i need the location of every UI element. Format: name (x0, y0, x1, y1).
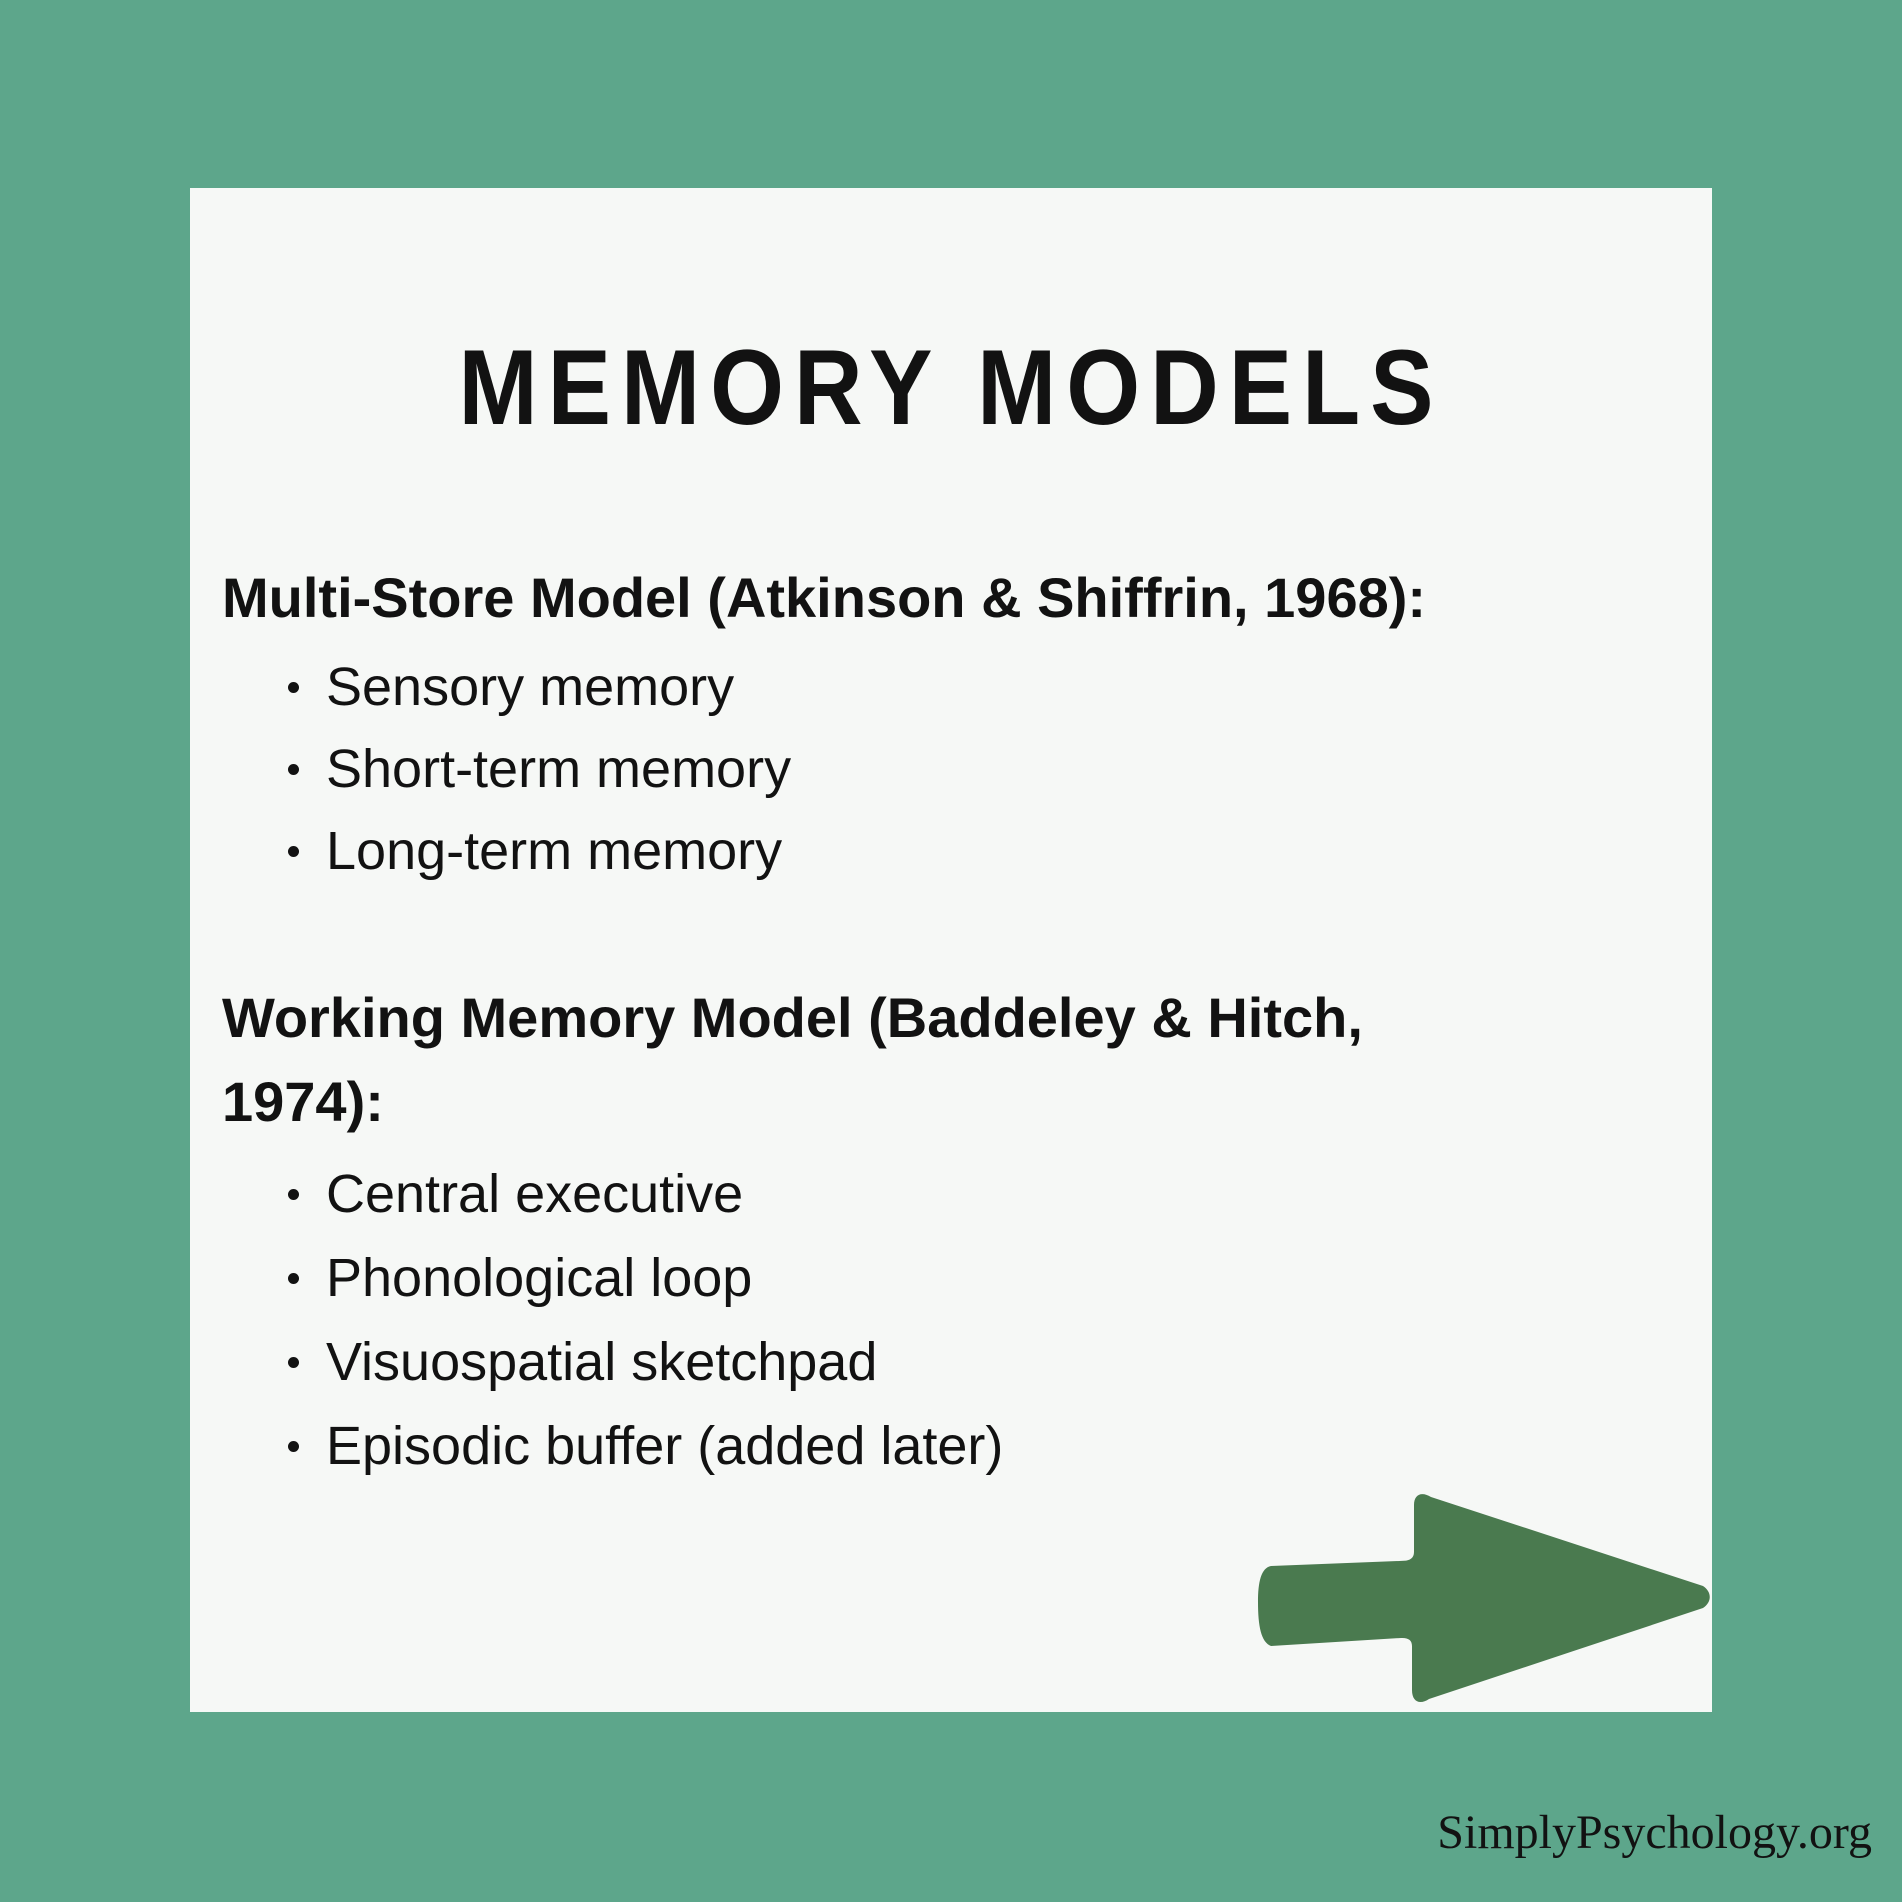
working-memory-heading (222, 976, 1672, 1144)
list-item (288, 728, 1672, 810)
list-item-text: Sensory memory (326, 657, 735, 717)
right-arrow-svg (1255, 1488, 1715, 1710)
section-multi-store-model (222, 556, 1672, 892)
list-item (288, 1152, 1672, 1236)
heading-line: Multi-Store Model (Atkinson & Shiffrin, 1968): (222, 566, 1427, 629)
list-item-text: Central executive (326, 1164, 744, 1224)
heading-line: Working Memory Model (Baddeley & Hitch, (222, 986, 1363, 1049)
list-item (288, 1236, 1672, 1320)
list-item-text: Long-term memory (326, 821, 783, 881)
list-item (288, 810, 1672, 892)
section-working-memory-model (222, 976, 1672, 1488)
list-item-text: Short-term memory (326, 739, 792, 799)
list-item-text: Episodic buffer (added later) (326, 1416, 1004, 1476)
page-title-text: MEMORY MODELS (458, 328, 1444, 448)
list-item-text: Phonological loop (326, 1248, 753, 1308)
list-item (288, 646, 1672, 728)
list-item (288, 1404, 1672, 1488)
working-memory-bullet-list (222, 1152, 1672, 1488)
content-card (190, 188, 1712, 1712)
heading-line: 1974): (222, 1070, 384, 1133)
page-title (190, 328, 1712, 448)
watermark-text: SimplyPsychology.org (1437, 1806, 1872, 1860)
multi-store-bullet-list (222, 646, 1672, 892)
right-arrow-icon (1255, 1488, 1715, 1710)
multi-store-heading (222, 556, 1672, 640)
list-item (288, 1320, 1672, 1404)
list-item-text: Visuospatial sketchpad (326, 1332, 878, 1392)
